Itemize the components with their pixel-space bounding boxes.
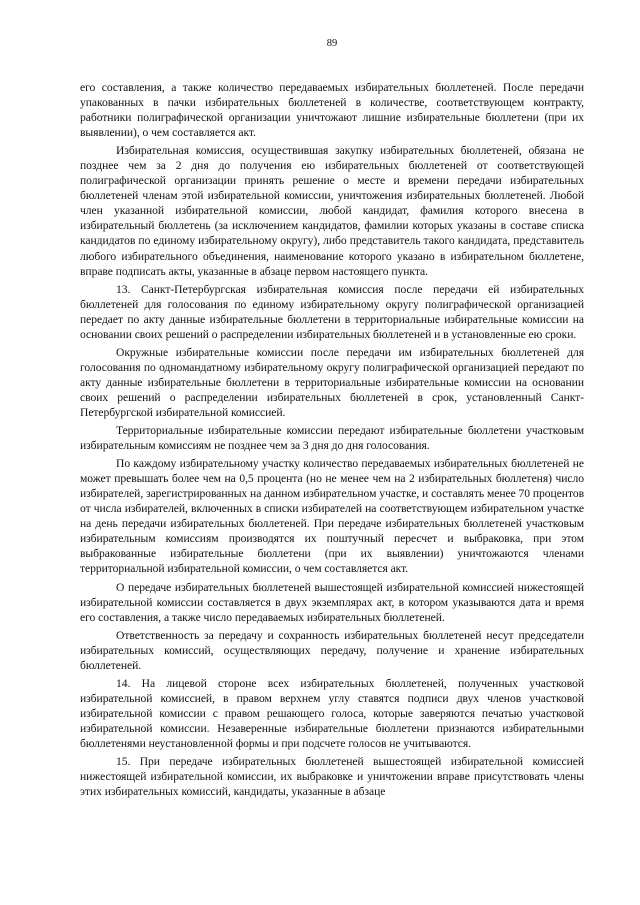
paragraph: Территориальные избирательные комиссии передают избирательные бюллетени участковым избирательным комиссиям не позднее чем за 3 дня до дня голосования. [80,424,584,453]
paragraph: его составления, а также количество передаваемых избирательных бюллетеней. После передачи упакованных в пачки избирательных бюллетеней в количестве, соответствующем контракту, работники полиграфической организации уничтожают лишние избирательные бюллетени (при их выявлении), о чем составляется акт. [80,81,584,140]
paragraph: Ответственность за передачу и сохранность избирательных бюллетеней несут председатели избирательных комиссий, осуществляющих передачу, получение и хранение избирательных бюллетеней. [80,628,584,672]
paragraph: 15. При передаче избирательных бюллетеней вышестоящей избирательной комиссией нижестоящей избирательной комиссии, их выбраковке и уничтожении вправе присутствовать члены этих избирательных комиссий, кандидаты, указанные в абзаце [80,755,584,799]
document-body [80,80,584,799]
paragraph: 13. Санкт-Петербургская избирательная комиссия после передачи ей избирательных бюллетеней для голосования по единому избирательному округу полиграфической организацией передает по акту данные избирательные бюллетени в территориальные избирательные комиссии на основании своих решений о распределении избирательных бюллетеней и в установленные ею сроки. [80,282,584,341]
paragraph: Окружные избирательные комиссии после передачи им избирательных бюллетеней для голосования по одномандатному избирательному округу полиграфической организацией передают по акту данные избирательные бюллетени в территориальные избирательные комиссии на основании своих решений о распределении избирательных бюллетеней в срок, установленный Санкт-Петербургской избирательной комиссией. [80,345,584,419]
paragraph: 14. На лицевой стороне всех избирательных бюллетеней, полученных участковой избирательной комиссией, в правом верхнем углу ставятся подписи двух членов участковой избирательной комиссии с правом решающего голоса, которые заверяются печатью участковой избирательной комиссии. Незаверенные избирательные бюллетени признаются избирательными бюллетенями неустановленной формы и при подсчете голосов не учитываются. [80,676,584,750]
page-number: 89 [326,38,338,49]
paragraph: Избирательная комиссия, осуществившая закупку избирательных бюллетеней, обязана не позднее чем за 2 дня до получения ею избирательных бюллетеней от соответствующей полиграфической организации принять решение о месте и времени передачи избирательных бюллетеней членам этой избирательной комиссии, уничтожения избирательных бюллетеней. Любой член указанной избирательной комиссии, любой кандидат, фамилия которого внесена в избирательный бюллетень (за исключением кандидатов, фамилии которых указаны в составе списка кандидатов по единому избирательному округу), либо представитель такого кандидата, представитель любого избирательного объединения, наименование которого указано в избирательном бюллетене, вправе подписать акты, указанные в абзаце первом настоящего пункта. [80,144,584,278]
paragraph: О передаче избирательных бюллетеней вышестоящей избирательной комиссией нижестоящей избирательной комиссии составляется в двух экземплярах акт, в котором указываются дата и время его составления, а также число передаваемых избирательных бюллетеней. [80,580,584,624]
paragraph: По каждому избирательному участку количество передаваемых избирательных бюллетеней не может превышать более чем на 0,5 процента (но не менее чем на 2 избирательных бюллетеня) число избирателей, зарегистрированных на данном избирательном участке, и составлять менее 70 процентов от числа избирателей, включенных в списки избирателей на соответствующем избирательном участке на день передачи избирательных бюллетеней. При передаче избирательных бюллетеней участковым избирательным комиссиям производятся их поштучный пересчет и выбраковка, при этом выбракованные избирательные бюллетени (при их выявлении) уничтожаются членами территориальной избирательной комиссии, о чем составляется акт. [80,457,584,576]
